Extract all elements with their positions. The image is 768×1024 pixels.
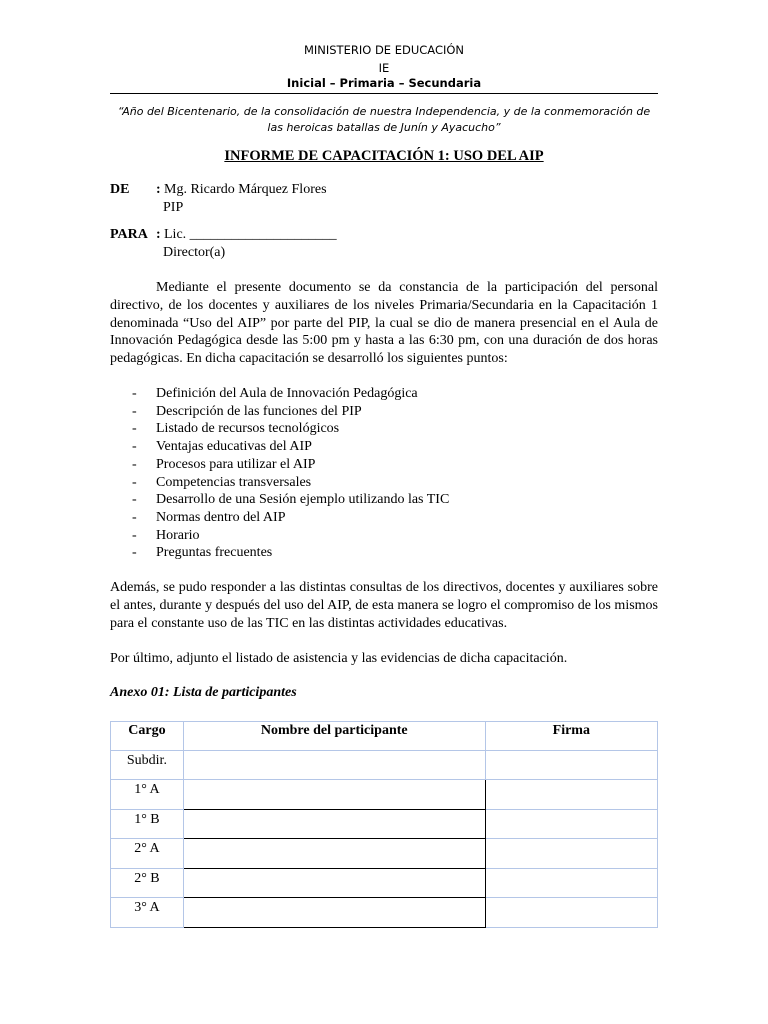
name-cell[interactable] <box>183 839 485 869</box>
list-item <box>110 509 658 527</box>
to-colon: : <box>156 227 161 242</box>
name-cell[interactable] <box>183 809 485 839</box>
cargo-cell: 2° A <box>111 839 184 869</box>
table-row <box>111 839 658 869</box>
from-name: Mg. Ricardo Márquez Flores <box>164 182 327 197</box>
table-row <box>111 868 658 898</box>
table-header-row <box>111 722 658 751</box>
dash-bullet: - <box>132 421 137 437</box>
column-header-cargo: Cargo <box>111 722 184 751</box>
to-role: Director(a) <box>163 245 226 260</box>
dash-bullet: - <box>132 545 137 561</box>
signature-cell[interactable] <box>485 839 657 869</box>
attendance-table <box>110 721 658 928</box>
table-row <box>111 780 658 810</box>
dash-bullet: - <box>132 403 137 419</box>
topic-text: Procesos para utilizar el AIP <box>156 456 316 472</box>
intro-paragraph: Mediante el presente documento se da constancia de la participación del personal directivo, de los docentes y auxiliares de los niveles Primaria/Secundaria en la Capacitación 1 denominada “Uso del AIP” por parte del PIP, la cual se dio de manera presencial en el Aula de Innovación Pedagógica desde las 5:00 pm y hasta a las 6:30 pm, con una duración de dos horas pedagógicas. En dicha capacitación se desarrolló los siguientes puntos: <box>110 280 658 367</box>
closing-paragraph: Por último, adjunto el listado de asistencia y las evidencias de dicha capacitación. <box>110 651 568 666</box>
signature-cell[interactable] <box>485 898 657 928</box>
topics-list <box>110 385 658 562</box>
cargo-cell: 1° A <box>111 780 184 810</box>
dash-bullet: - <box>132 474 137 490</box>
name-cell[interactable] <box>183 898 485 928</box>
header-divider <box>110 93 658 94</box>
year-motto: “Año del Bicentenario, de la consolidación de nuestra Independencia, y de la conmemoración de las heroicas batallas de Junín y Ayacucho” <box>117 105 651 134</box>
signature-cell[interactable] <box>485 809 657 839</box>
signature-cell[interactable] <box>485 750 657 780</box>
cargo-cell: 3° A <box>111 898 184 928</box>
topic-text: Listado de recursos tecnológicos <box>156 421 340 437</box>
column-header-nombre: Nombre del participante <box>183 722 485 751</box>
topic-text: Ventajas educativas del AIP <box>156 439 312 455</box>
topic-text: Definición del Aula de Innovación Pedagógica <box>156 386 418 401</box>
followup-paragraph: Además, se pudo responder a las distintas consultas de los directivos, docentes y auxiliares sobre el antes, durante y después del uso del AIP, de esta manera se logro el compromiso de los mismos para el constante uso de las TIC en las distintas actividades educativas. <box>110 580 658 631</box>
list-item <box>110 385 658 403</box>
dash-bullet: - <box>132 456 137 472</box>
topic-text: Desarrollo de una Sesión ejemplo utilizando las TIC <box>156 492 450 508</box>
name-cell[interactable] <box>183 780 485 810</box>
list-item <box>110 456 658 474</box>
name-cell[interactable] <box>183 750 485 780</box>
topic-text: Normas dentro del AIP <box>156 509 286 525</box>
dash-bullet: - <box>132 386 137 401</box>
document-title: INFORME DE CAPACITACIÓN 1: USO DEL AIP <box>224 148 544 164</box>
school-heading: IE <box>378 61 390 75</box>
dash-bullet: - <box>132 439 137 455</box>
list-item <box>110 438 658 456</box>
topic-text: Preguntas frecuentes <box>156 545 273 561</box>
table-row <box>111 898 658 928</box>
from-label: DE <box>110 182 130 197</box>
signature-cell[interactable] <box>485 868 657 898</box>
annex-title: Anexo 01: Lista de participantes <box>110 685 297 700</box>
levels-heading: Inicial – Primaria – Secundaria <box>286 76 482 90</box>
name-cell[interactable] <box>183 868 485 898</box>
to-name: Lic. _____________________ <box>164 227 337 242</box>
cargo-cell: 2° B <box>111 868 184 898</box>
dash-bullet: - <box>132 527 137 543</box>
topic-text: Descripción de las funciones del PIP <box>156 403 362 419</box>
dash-bullet: - <box>132 492 137 508</box>
topic-text: Competencias transversales <box>156 474 312 490</box>
signature-cell[interactable] <box>485 780 657 810</box>
cargo-cell: Subdir. <box>111 750 184 780</box>
from-role: PIP <box>163 200 184 215</box>
table-row <box>111 750 658 780</box>
table-row <box>111 809 658 839</box>
topic-text: Horario <box>156 527 200 543</box>
dash-bullet: - <box>132 509 137 525</box>
list-item <box>110 491 658 509</box>
ministry-heading: MINISTERIO DE EDUCACIÓN <box>303 43 465 57</box>
from-colon: : <box>156 182 161 197</box>
list-item <box>110 544 658 562</box>
list-item <box>110 527 658 545</box>
list-item <box>110 474 658 492</box>
column-header-firma: Firma <box>485 722 657 751</box>
to-label: PARA <box>110 227 148 242</box>
list-item <box>110 403 658 421</box>
cargo-cell: 1° B <box>111 809 184 839</box>
list-item <box>110 420 658 438</box>
